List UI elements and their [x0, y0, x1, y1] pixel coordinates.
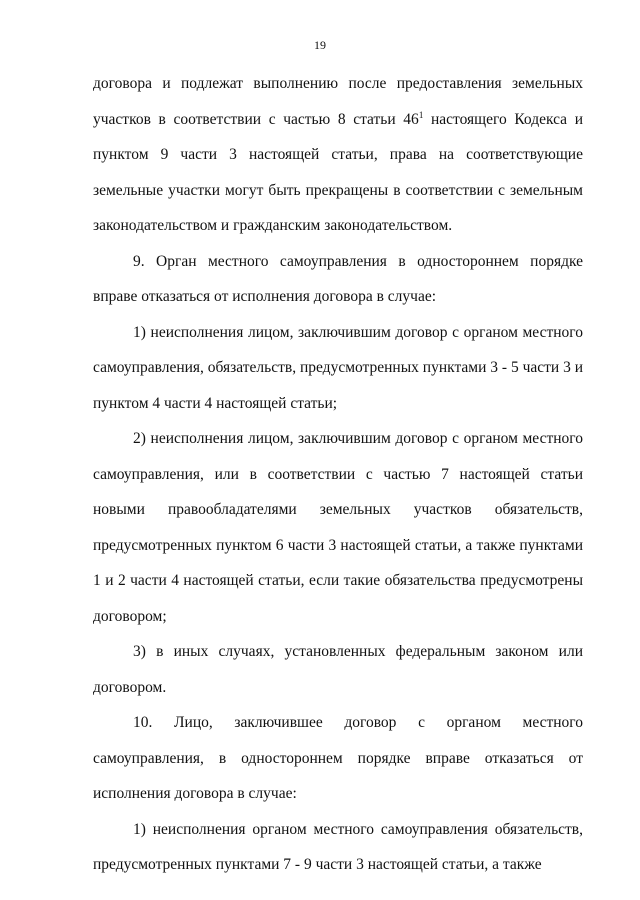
paragraph-clause-10-item-1: 1) неисполнения органом местного самоуправления обязательств, предусмотренных пунктами 7 - 9 части 3 настоящей статьи, а также: [93, 820, 583, 873]
paragraph-clause-10: 10. Лицо, заключившее договор с органом местного самоуправления, в одностороннем порядке вправе отказаться от исполнения договора в случае:: [93, 714, 583, 802]
document-body: [93, 66, 583, 883]
paragraph-continuation: [93, 66, 583, 244]
paragraph-text: настоящего Кодекса и пунктом 9 части 3 настоящей статьи, права на соответствующие земельные участки могут быть прекращены в соответствии с земельным законодательством и гражданским законодательством.: [93, 110, 583, 234]
paragraph-clause-9-item-3: 3) в иных случаях, установленных федеральным законом или договором.: [93, 643, 583, 696]
page-number: 19: [314, 38, 326, 52]
paragraph-text: договора и подлежат выполнению после предоставления земельных участков в соответствии с частью 8 статьи 46: [93, 75, 583, 128]
paragraph-clause-9: 9. Орган местного самоуправления в одностороннем порядке вправе отказаться от исполнения договора в случае:: [93, 252, 583, 305]
superscript: 1: [418, 109, 424, 120]
paragraph-clause-9-item-1: 1) неисполнения лицом, заключившим договор с органом местного самоуправления, обязательств, предусмотренных пунктами 3 - 5 части 3 и пунктом 4 части 4 настоящей статьи;: [93, 323, 583, 412]
paragraph-clause-9-item-2: 2) неисполнения лицом, заключившим договор с органом местного самоуправления, или в соответствии с частью 7 настоящей статьи новыми правообладателями земельных участков обязательств, предусмотренных пунктом 6 части 3 настоящей статьи, а также пунктами 1 и 2 части 4 настоящей статьи, если такие обязательства предусмотрены договором;: [93, 430, 583, 625]
